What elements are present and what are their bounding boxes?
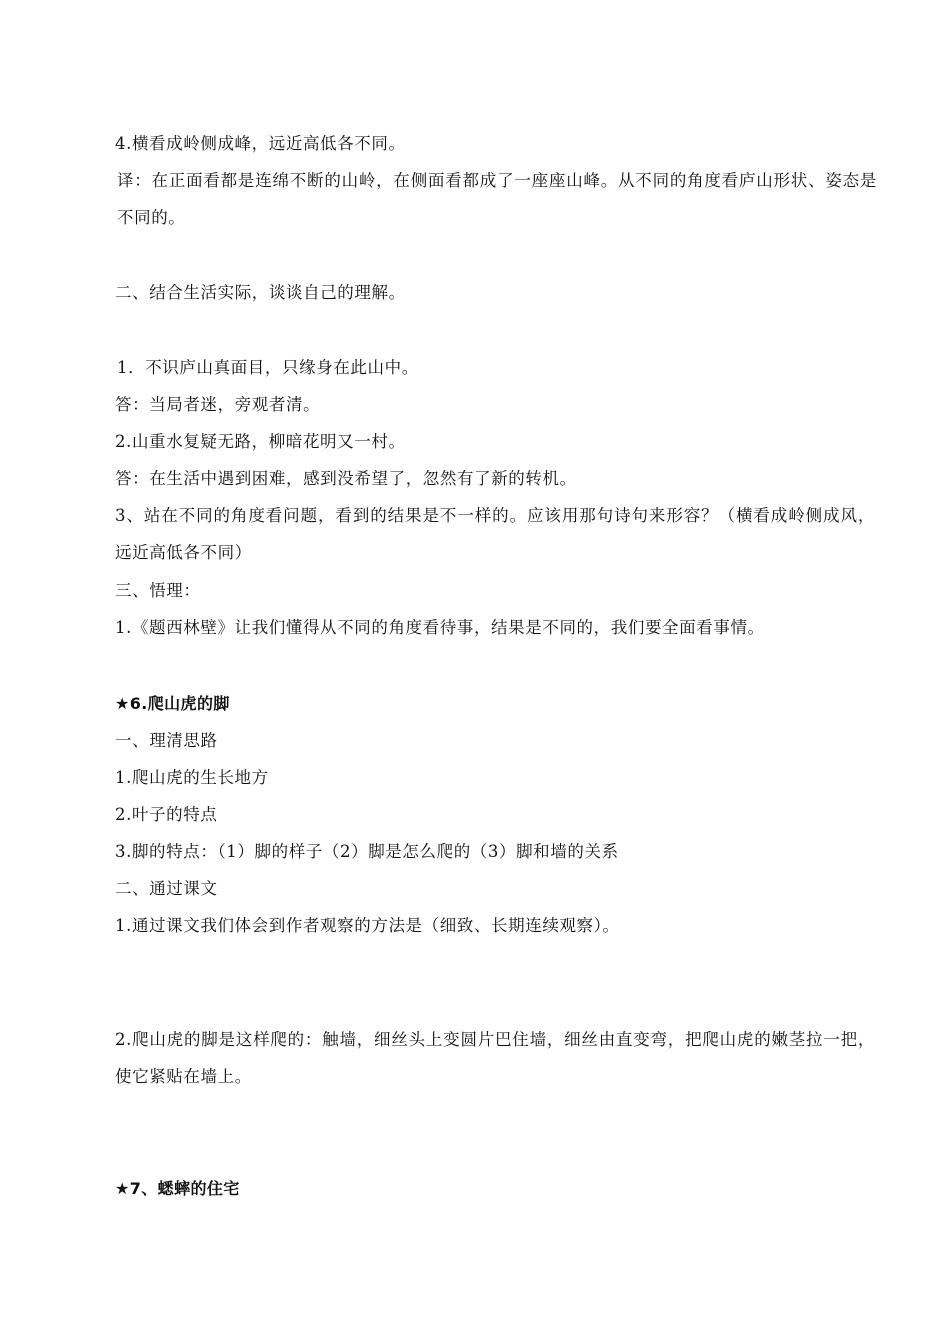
lesson-6-point-2: 2.叶子的特点 [115, 805, 218, 824]
lesson-6-section-2: 二、通过课文 [115, 879, 218, 898]
lesson-6-text-2: 2.爬山虎的脚是这样爬的：触墙，细丝头上变圆片巴住墙，细丝由直变弯，把爬山虎的嫩茎拉一把，使它紧贴在墙上。 [115, 1030, 875, 1086]
insight-1: 1.《题西林壁》让我们懂得从不同的角度看待事，结果是不同的，我们要全面看事情。 [115, 618, 765, 637]
lesson-6-text-1: 1.通过课文我们体会到作者观察的方法是（细致、长期连续观察）。 [115, 916, 620, 935]
question-1: 1．不识庐山真面目，只缘身在此山中。 [117, 358, 419, 377]
lesson-6-point-1: 1.爬山虎的生长地方 [115, 768, 269, 787]
answer-1: 答：当局者迷，旁观者清。 [115, 395, 321, 414]
section-3-title: 三、悟理： [115, 581, 201, 600]
question-3: 3、站在不同的角度看问题，看到的结果是不一样的。应该用那句诗句来形容？（横看成岭侧成风，远近高低各不同） [115, 506, 875, 562]
lesson-7-title: ★7、蟋蟀的住宅 [115, 1179, 240, 1198]
lesson-6-section-1: 一、理清思路 [115, 731, 218, 750]
section-2-title: 二、结合生活实际，谈谈自己的理解。 [115, 283, 406, 302]
lesson-6-title: ★6.爬山虎的脚 [115, 694, 230, 713]
poem-line-4-translation: 译：在正面看都是连绵不断的山岭，在侧面看都成了一座座山峰。从不同的角度看庐山形状、姿态是不同的。 [117, 171, 877, 227]
question-2: 2.山重水复疑无路，柳暗花明又一村。 [115, 432, 406, 451]
poem-line-4: 4.横看成岭侧成峰，远近高低各不同。 [115, 134, 406, 153]
lesson-6-point-3: 3.脚的特点：（1）脚的样子（2）脚是怎么爬的（3）脚和墙的关系 [115, 842, 619, 861]
answer-2: 答：在生活中遇到困难，感到没希望了，忽然有了新的转机。 [115, 469, 577, 488]
